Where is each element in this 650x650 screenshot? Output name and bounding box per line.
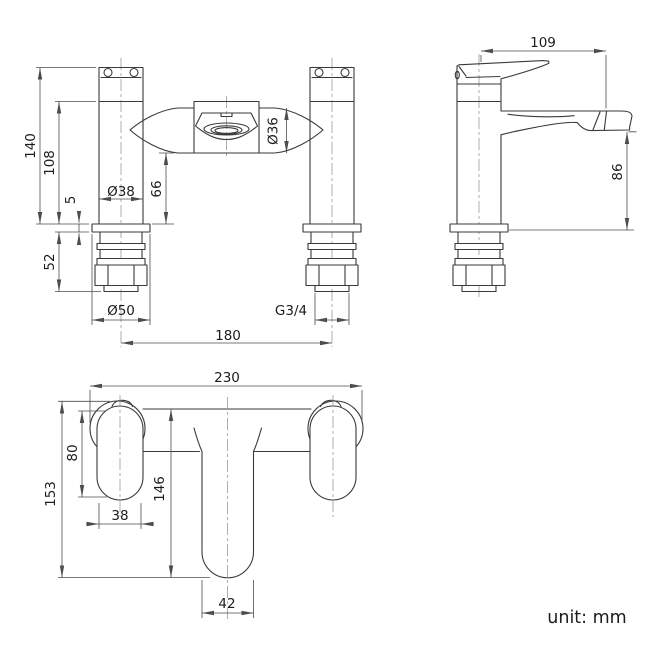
dim-label-shank-length: 52 [42,253,58,271]
front-spout-outlet [196,113,258,140]
dim-label-deck-thickness: 5 [63,195,79,205]
dim-label-body-diameter: Ø36 [265,117,282,145]
unit-note: unit: mm [547,608,627,628]
dim-label-spout-projection: 146 [152,476,168,502]
front-extension-lines [36,68,349,326]
plan-body-and-spout [143,409,311,578]
dim-label-overall-width: 230 [214,370,240,386]
side-handle-lever [455,61,549,84]
dim-label-inlet-centres: 180 [215,328,241,344]
front-view [23,58,361,347]
side-view [450,35,637,298]
dim-label-pillar-diameter: Ø38 [107,184,135,200]
dim-label-spout-height: 86 [610,163,626,181]
dim-label-spout-width: 42 [218,596,236,612]
dim-label-handle-length: 80 [65,444,81,462]
dim-label-body-top-height: 108 [42,150,58,176]
plan-centerlines [120,395,333,622]
dim-label-base-diameter: Ø50 [107,303,135,319]
plan-view [43,370,363,622]
dim-label-overall-height: 140 [23,133,39,159]
side-spout [501,111,632,135]
dim-label-spout-reach: 109 [530,35,556,51]
dim-label-body-underside-height: 66 [149,180,165,198]
dim-label-thread-size: G3/4 [274,303,308,319]
dim-label-overall-depth: 153 [43,481,59,507]
side-extension-lines [481,55,637,230]
dim-label-handle-width: 38 [111,508,129,524]
